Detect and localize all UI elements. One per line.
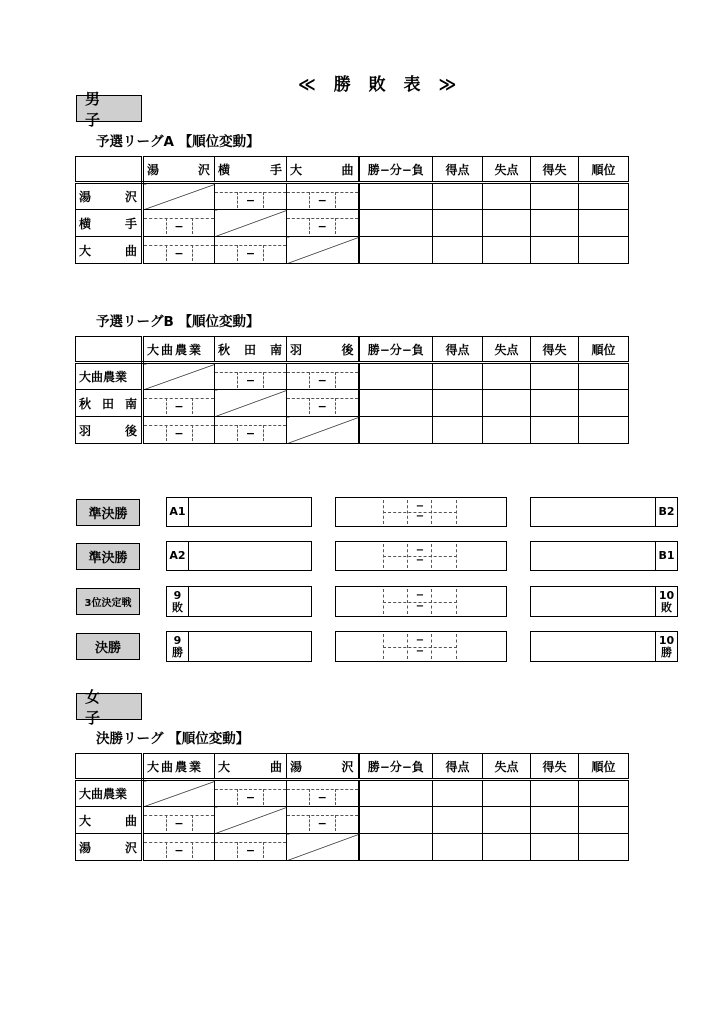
score-cell: − — [215, 780, 287, 807]
header-points-against: 失点 — [483, 337, 531, 363]
header-team-2: 大 曲 — [215, 754, 287, 780]
row-team-1: 湯 沢 — [76, 183, 143, 210]
score-cell: − — [287, 210, 359, 237]
stage-label-third-place: 3位決定戦 — [76, 588, 140, 615]
section-men-label: 男 子 — [76, 95, 142, 122]
diagonal-cell — [287, 417, 359, 444]
header-team-2: 横 手 — [215, 157, 287, 183]
diagonal-cell — [215, 210, 287, 237]
section-women-label: 女 子 — [76, 693, 142, 720]
stage-4-left-seed: 9 勝 — [167, 632, 189, 661]
stage-4-right-team-box — [530, 631, 678, 662]
score-cell: − — [215, 183, 287, 210]
score-cell: − — [143, 834, 215, 861]
stage-4-left-team-box — [166, 631, 312, 662]
header-rank: 順位 — [579, 754, 629, 780]
league-b-title: 予選リーグB 【順位変動】 — [96, 314, 260, 330]
row-team-2: 大 曲 — [76, 807, 143, 834]
stage-2-score-box: − − — [335, 541, 507, 571]
score-cell: − — [287, 780, 359, 807]
row-team-2: 秋 田 南 — [76, 390, 143, 417]
header-team-1: 大曲農業 — [143, 337, 215, 363]
stage-1-score-box: − − — [335, 497, 507, 527]
stage-1-left-seed: A1 — [167, 498, 189, 526]
women-league-table — [75, 753, 629, 861]
stage-4-score-box: − − — [335, 631, 507, 662]
diagonal-cell — [287, 834, 359, 861]
diagonal-cell — [143, 183, 215, 210]
stage-2-left-seed: A2 — [167, 542, 189, 570]
stage-3-right-team-box — [530, 586, 678, 617]
women-league-title: 決勝リーグ 【順位変動】 — [96, 731, 250, 747]
header-points-against: 失点 — [483, 754, 531, 780]
stage-1-left-team-box — [166, 497, 312, 527]
header-record: 勝−分−負 — [359, 157, 433, 183]
diagonal-cell — [215, 390, 287, 417]
header-points-for: 得点 — [433, 337, 483, 363]
stage-label-semifinal-1: 準決勝 — [76, 499, 140, 526]
stage-2-left-team-box — [166, 541, 312, 571]
diagonal-cell — [143, 780, 215, 807]
row-team-3: 湯 沢 — [76, 834, 143, 861]
score-cell: − — [287, 390, 359, 417]
stage-label-semifinal-2: 準決勝 — [76, 543, 140, 570]
header-rank: 順位 — [579, 337, 629, 363]
league-a-title: 予選リーグA 【順位変動】 — [96, 134, 260, 150]
score-cell: − — [287, 183, 359, 210]
page-title: ≪ 勝 敗 表 ≫ — [298, 75, 463, 95]
header-points-for: 得点 — [433, 754, 483, 780]
header-team-1: 大曲農業 — [143, 754, 215, 780]
header-rank: 順位 — [579, 157, 629, 183]
header-team-3: 羽 後 — [287, 337, 359, 363]
score-cell: − — [215, 237, 287, 264]
header-corner — [76, 337, 143, 363]
row-team-3: 大 曲 — [76, 237, 143, 264]
header-points-for: 得点 — [433, 157, 483, 183]
stage-1-right-team-box — [530, 497, 678, 527]
score-cell: − — [215, 363, 287, 390]
score-cell: − — [215, 834, 287, 861]
score-cell: − — [143, 210, 215, 237]
stage-3-score-box: − − — [335, 586, 507, 617]
diagonal-cell — [215, 807, 287, 834]
league-b-table — [75, 336, 629, 444]
stage-1-right-seed: B2 — [655, 498, 677, 526]
score-cell: − — [143, 807, 215, 834]
header-team-2: 秋 田 南 — [215, 337, 287, 363]
score-cell: − — [143, 390, 215, 417]
stage-3-right-seed: 10 敗 — [655, 587, 677, 616]
diagonal-cell — [143, 363, 215, 390]
diagonal-cell — [287, 237, 359, 264]
league-a-table — [75, 156, 629, 264]
header-point-diff: 得失 — [531, 754, 579, 780]
stage-2-right-team-box — [530, 541, 678, 571]
row-team-1: 大曲農業 — [76, 363, 143, 390]
stage-4-right-seed: 10 勝 — [655, 632, 677, 661]
header-corner — [76, 157, 143, 183]
row-team-2: 横 手 — [76, 210, 143, 237]
stage-label-final: 決勝 — [76, 633, 140, 660]
header-team-1: 湯 沢 — [143, 157, 215, 183]
score-cell: − — [287, 363, 359, 390]
score-cell: − — [143, 237, 215, 264]
row-team-3: 羽 後 — [76, 417, 143, 444]
score-cell: − — [143, 417, 215, 444]
header-team-3: 湯 沢 — [287, 754, 359, 780]
header-record: 勝−分−負 — [359, 754, 433, 780]
header-points-against: 失点 — [483, 157, 531, 183]
score-cell: − — [215, 417, 287, 444]
stage-2-right-seed: B1 — [655, 542, 677, 570]
header-point-diff: 得失 — [531, 157, 579, 183]
header-team-3: 大 曲 — [287, 157, 359, 183]
row-team-1: 大曲農業 — [76, 780, 143, 807]
stage-3-left-team-box — [166, 586, 312, 617]
header-corner — [76, 754, 143, 780]
header-record: 勝−分−負 — [359, 337, 433, 363]
header-point-diff: 得失 — [531, 337, 579, 363]
score-cell: − — [287, 807, 359, 834]
stage-3-left-seed: 9 敗 — [167, 587, 189, 616]
